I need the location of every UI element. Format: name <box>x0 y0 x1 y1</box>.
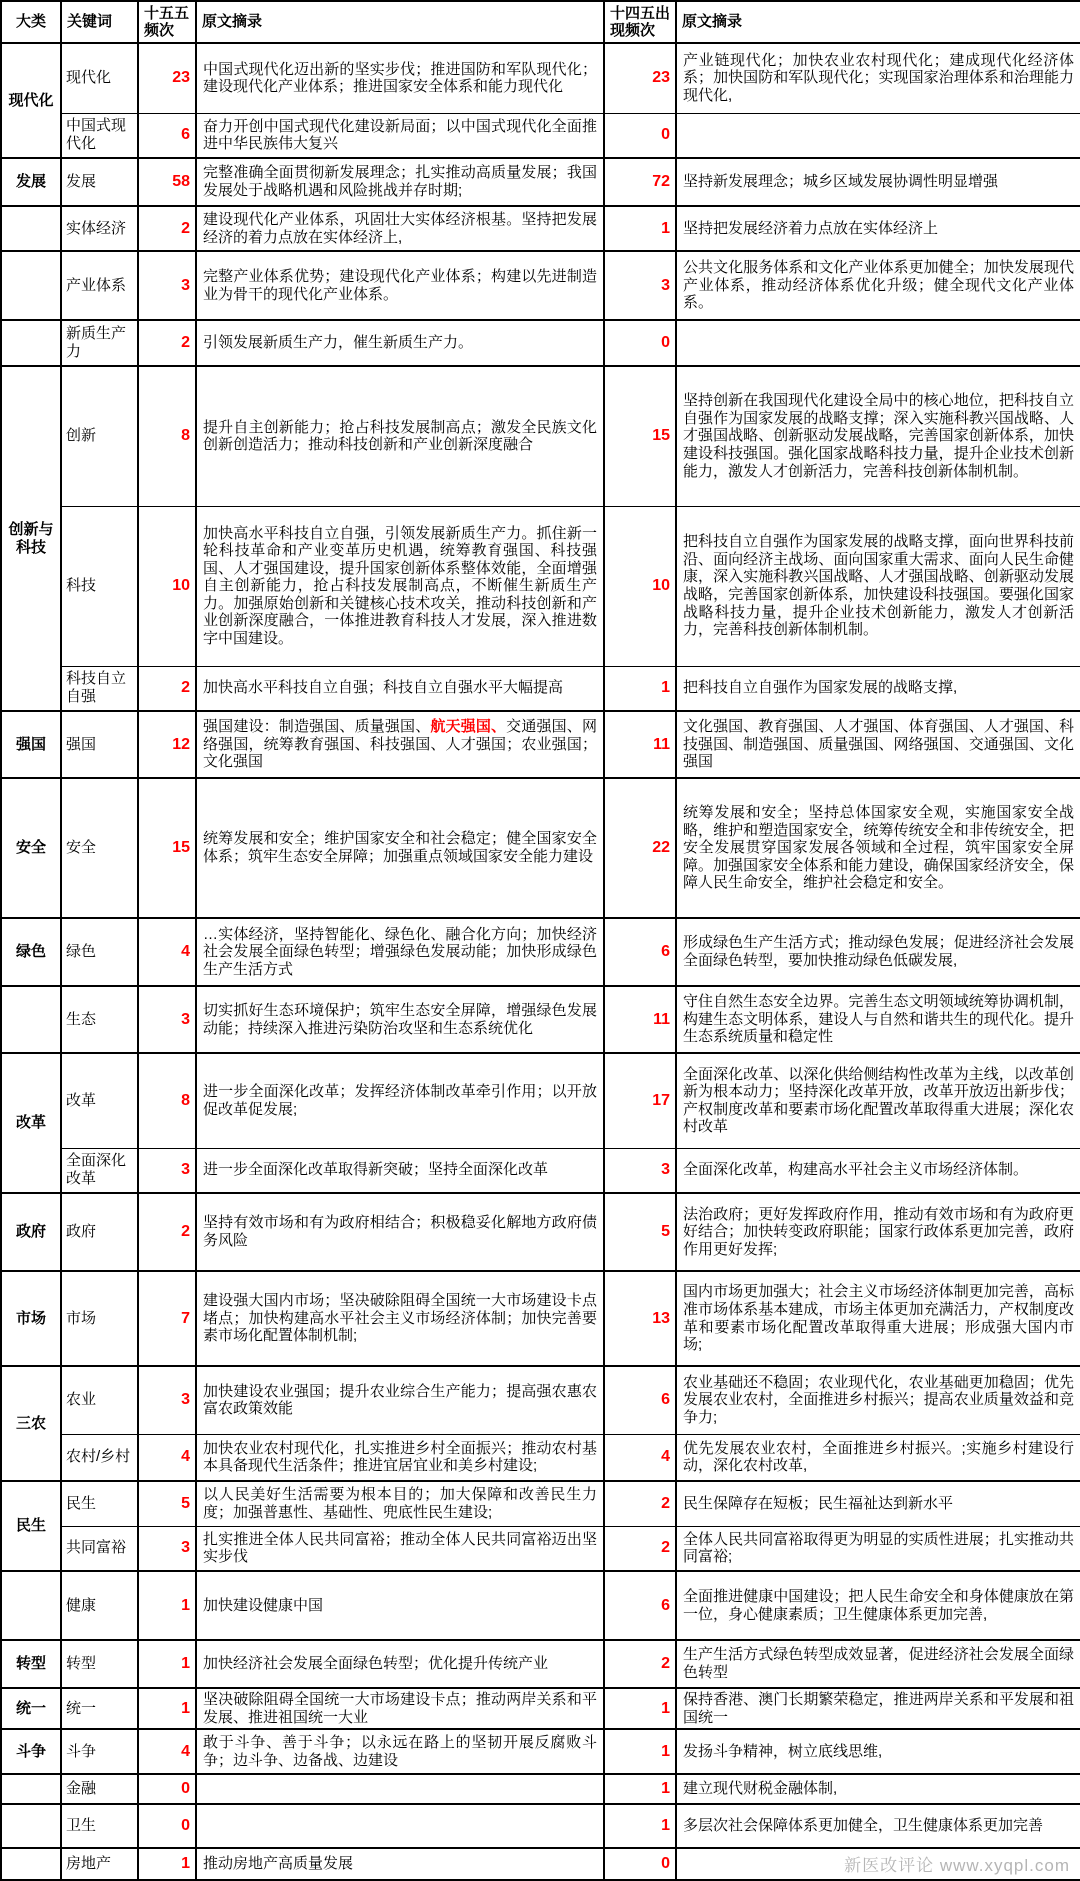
keyword-cell: 转型 <box>61 1640 138 1688</box>
excerpt-15-cell: 加快经济社会发展全面绿色转型；优化提升传统产业 <box>196 1640 604 1688</box>
excerpt-14-cell <box>676 320 1080 366</box>
freq-15-cell: 1 <box>138 1848 196 1880</box>
excerpt-15-cell: 进一步全面深化改革；发挥经济体制改革牵引作用；以开放促改革促发展; <box>196 1053 604 1148</box>
table-row <box>1 1640 1080 1688</box>
table-row <box>1 320 1080 366</box>
freq-14-cell: 1 <box>604 1774 676 1804</box>
freq-14-cell: 72 <box>604 158 676 206</box>
freq-14-cell: 11 <box>604 711 676 778</box>
freq-14-cell: 13 <box>604 1271 676 1366</box>
table-row <box>1 206 1080 251</box>
excerpt-15-cell <box>196 1774 604 1804</box>
category-cell: 统一 <box>1 1688 61 1729</box>
excerpt-15-cell: 加快农业农村现代化，扎实推进乡村全面振兴；推动农村基本具备现代生活条件；推进宜居宜业和美乡村建设; <box>196 1434 604 1481</box>
excerpt-15-cell: 中国式现代化迈出新的坚实步伐；推进国防和军队现代化；建设现代化产业体系；推进国家安全体系和能力现代化 <box>196 43 604 113</box>
freq-14-cell: 1 <box>604 1729 676 1774</box>
freq-15-cell: 2 <box>138 206 196 251</box>
freq-15-cell: 8 <box>138 366 196 506</box>
table-row <box>1 1774 1080 1804</box>
excerpt-14-cell: 多层次社会保障体系更加健全，卫生健康体系更加完善 <box>676 1804 1080 1848</box>
excerpt-14-cell: 坚持创新在我国现代化建设全局中的核心地位，把科技自立自强作为国家发展的战略支撑；深入实施科教兴国战略、人才强国战略、创新驱动发展战略，完善国家创新体系，加快建设科技强国。强化国家战略科技力量，提升企业技术创新能力，激发人才创新活力，完善科技创新体制机制。 <box>676 366 1080 506</box>
freq-15-cell: 0 <box>138 1774 196 1804</box>
category-cell: 创新与科技 <box>1 366 61 711</box>
keyword-cell: 农业 <box>61 1366 138 1434</box>
keyword-cell: 发展 <box>61 158 138 206</box>
freq-15-cell: 3 <box>138 1526 196 1571</box>
excerpt-15-cell: 坚持有效市场和有为政府相结合；积极稳妥化解地方政府债务风险 <box>196 1193 604 1271</box>
excerpt-14-cell: 坚持新发展理念；城乡区域发展协调性明显增强 <box>676 158 1080 206</box>
keyword-cell: 政府 <box>61 1193 138 1271</box>
keyword-cell: 房地产 <box>61 1848 138 1880</box>
keyword-cell: 产业体系 <box>61 251 138 320</box>
table-row <box>1 1804 1080 1848</box>
excerpt-15-cell: 扎实推进全体人民共同富裕；推动全体人民共同富裕迈出坚实步伐 <box>196 1526 604 1571</box>
table-row <box>1 158 1080 206</box>
header-row <box>1 1 1080 43</box>
freq-14-cell: 0 <box>604 320 676 366</box>
keyword-cell: 市场 <box>61 1271 138 1366</box>
excerpt-14-cell: 国内市场更加强大；社会主义市场经济体制更加完善，高标准市场体系基本建成，市场主体更加充满活力，产权制度改革和要素市场化配置改革取得重大进展；形成强大国内市场; <box>676 1271 1080 1366</box>
freq-14-cell: 15 <box>604 366 676 506</box>
freq-15-cell: 2 <box>138 1193 196 1271</box>
excerpt-15-cell <box>196 711 604 778</box>
excerpt-14-cell: 统筹发展和安全；坚持总体国家安全观，实施国家安全战略，维护和塑造国家安全，统筹传统安全和非传统安全，把安全发展贯穿国家发展各领域和全过程，筑牢国家安全屏障。加强国家安全体系和能力建设，确保国家经济安全，保障人民生命安全，维护社会稳定和安全。 <box>676 778 1080 918</box>
table-row <box>1 1848 1080 1880</box>
freq-14-cell: 1 <box>604 1804 676 1848</box>
excerpt-15-cell: 提升自主创新能力；抢占科技发展制高点；激发全民族文化创新创造活力；推动科技创新和产业创新深度融合 <box>196 366 604 506</box>
freq-15-cell: 15 <box>138 778 196 918</box>
excerpt-14-cell: 农业基础还不稳固；农业现代化，农业基础更加稳固；优先发展农业农村，全面推进乡村振兴；提高农业质量效益和竞争力; <box>676 1366 1080 1434</box>
keyword-cell: 强国 <box>61 711 138 778</box>
table-row <box>1 1729 1080 1774</box>
freq-14-cell: 23 <box>604 43 676 113</box>
excerpt-14-cell: 文化强国、教育强国、人才强国、体育强国、人才强国、科技强国、制造强国、质量强国、网络强国、交通强国、文化强国 <box>676 711 1080 778</box>
freq-15-cell: 2 <box>138 666 196 711</box>
freq-14-cell: 4 <box>604 1434 676 1481</box>
freq-14-cell: 6 <box>604 1366 676 1434</box>
freq-15-cell: 7 <box>138 1271 196 1366</box>
keyword-cell: 金融 <box>61 1774 138 1804</box>
freq-14-cell: 17 <box>604 1053 676 1148</box>
freq-14-cell: 1 <box>604 666 676 711</box>
keyword-cell: 生态 <box>61 986 138 1053</box>
excerpt-14-cell: 全面深化改革、以深化供给侧结构性改革为主线，以改革创新为根本动力；坚持深化改革开放，改革开放迈出新步伐；产权制度改革和要素市场化配置改革取得重大进展；深化农村改革 <box>676 1053 1080 1148</box>
category-cell <box>1 1848 61 1880</box>
category-cell: 改革 <box>1 1053 61 1193</box>
excerpt-text: 交通强国、网络强国，统筹教育强国、科技强国、人才强国；农业强国；文化强国 <box>203 718 597 771</box>
excerpt-14-cell: 把科技自立自强作为国家发展的战略支撑, <box>676 666 1080 711</box>
category-cell: 市场 <box>1 1271 61 1366</box>
excerpt-14-cell: 优先发展农业农村，全面推进乡村振兴。;实施乡村建设行动，深化农村改革, <box>676 1434 1080 1481</box>
category-cell: 斗争 <box>1 1729 61 1774</box>
freq-14-cell: 1 <box>604 1688 676 1729</box>
freq-14-cell: 0 <box>604 113 676 158</box>
excerpt-15-cell: 坚决破除阻碍全国统一大市场建设卡点；推动两岸关系和平发展、推进祖国统一大业 <box>196 1688 604 1729</box>
excerpt-15-cell: 引领发展新质生产力，催生新质生产力。 <box>196 320 604 366</box>
excerpt-15-cell: 建设现代化产业体系，巩固壮大实体经济根基。坚持把发展经济的着力点放在实体经济上, <box>196 206 604 251</box>
excerpt-14-cell: 公共文化服务体系和文化产业体系更加健全；加快发展现代产业体系，推动经济体系优化升级；健全现代文化产业体系。 <box>676 251 1080 320</box>
freq-14-cell: 3 <box>604 251 676 320</box>
category-cell: 现代化 <box>1 43 61 158</box>
keyword-cell: 中国式现代化 <box>61 113 138 158</box>
category-cell: 安全 <box>1 778 61 918</box>
freq-14-cell: 11 <box>604 986 676 1053</box>
freq-15-cell: 1 <box>138 1640 196 1688</box>
freq-15-cell: 0 <box>138 1804 196 1848</box>
category-cell: 发展 <box>1 158 61 206</box>
freq-15-cell: 3 <box>138 1366 196 1434</box>
keyword-cell: 现代化 <box>61 43 138 113</box>
header-excerpt-14: 原文摘录 <box>676 1 1080 43</box>
category-cell <box>1 1804 61 1848</box>
table-row <box>1 778 1080 918</box>
category-cell <box>1 206 61 251</box>
table-row <box>1 711 1080 778</box>
excerpt-15-cell: 以人民美好生活需要为根本目的；加大保障和改善民生力度；加强普惠性、基础性、兜底性民生建设; <box>196 1481 604 1526</box>
watermark: 新医改评论 www.xyqpl.com <box>844 1856 1070 1876</box>
excerpt-14-cell: 形成绿色生产生活方式；推动绿色发展；促进经济社会发展全面绿色转型，要加快推动绿色低碳发展, <box>676 918 1080 986</box>
category-cell <box>1 1774 61 1804</box>
excerpt-15-cell: 切实抓好生态环境保护；筑牢生态安全屏障，增强绿色发展动能；持续深入推进污染防治攻坚和生态系统优化 <box>196 986 604 1053</box>
excerpt-14-cell: 产业链现代化；加快农业农村现代化；建成现代化经济体系；加快国防和军队现代化；实现国家治理体系和治理能力现代化, <box>676 43 1080 113</box>
keyword-cell: 斗争 <box>61 1729 138 1774</box>
table-row <box>1 1193 1080 1271</box>
keyword-cell: 民生 <box>61 1481 138 1526</box>
keyword-cell: 科技 <box>61 506 138 666</box>
table-row <box>1 1481 1080 1526</box>
excerpt-14-cell: 法治政府；更好发挥政府作用，推动有效市场和有为政府更好结合；加快转变政府职能；国家行政体系更加完善，政府作用更好发挥; <box>676 1193 1080 1271</box>
freq-15-cell: 58 <box>138 158 196 206</box>
excerpt-15-cell: 进一步全面深化改革取得新突破；坚持全面深化改革 <box>196 1148 604 1193</box>
keyword-cell: 全面深化改革 <box>61 1148 138 1193</box>
freq-15-cell: 5 <box>138 1481 196 1526</box>
freq-14-cell: 0 <box>604 1848 676 1880</box>
freq-15-cell: 23 <box>138 43 196 113</box>
excerpt-14-cell: 全面推进健康中国建设；把人民生命安全和身体健康放在第一位，身心健康素质；卫生健康体系更加完善, <box>676 1571 1080 1640</box>
header-keyword: 关键词 <box>61 1 138 43</box>
excerpt-15-cell: 加快建设健康中国 <box>196 1571 604 1640</box>
excerpt-15-cell: 完整准确全面贯彻新发展理念；扎实推动高质量发展；我国发展处于战略机遇和风险挑战并存时期; <box>196 158 604 206</box>
header-freq-14: 十四五出现频次 <box>604 1 676 43</box>
category-cell <box>1 1571 61 1640</box>
table-row <box>1 666 1080 711</box>
excerpt-15-cell: 加快建设农业强国；提升农业综合生产能力；提高强农惠农富农政策效能 <box>196 1366 604 1434</box>
freq-14-cell: 10 <box>604 506 676 666</box>
table-row <box>1 986 1080 1053</box>
freq-14-cell: 1 <box>604 206 676 251</box>
freq-15-cell: 1 <box>138 1688 196 1729</box>
excerpt-14-cell: 发扬斗争精神，树立底线思维, <box>676 1729 1080 1774</box>
keyword-cell: 改革 <box>61 1053 138 1148</box>
excerpt-14-cell: 保持香港、澳门长期繁荣稳定，推进两岸关系和平发展和祖国统一 <box>676 1688 1080 1729</box>
excerpt-15-cell <box>196 1804 604 1848</box>
freq-14-cell: 6 <box>604 1571 676 1640</box>
category-cell: 三农 <box>1 1366 61 1481</box>
table-row <box>1 1434 1080 1481</box>
keyword-cell: 安全 <box>61 778 138 918</box>
keyword-cell: 实体经济 <box>61 206 138 251</box>
excerpt-14-cell: 坚持把发展经济着力点放在实体经济上 <box>676 206 1080 251</box>
category-cell <box>1 320 61 366</box>
category-cell: 转型 <box>1 1640 61 1688</box>
excerpt-15-cell: 加快高水平科技自立自强；科技自立自强水平大幅提高 <box>196 666 604 711</box>
keyword-cell: 科技自立自强 <box>61 666 138 711</box>
category-cell <box>1 251 61 320</box>
excerpt-text: 强国建设：制造强国、质量强国、 <box>203 718 431 736</box>
keyword-cell: 卫生 <box>61 1804 138 1848</box>
highlighted-keyword: 航天强国、 <box>430 718 507 736</box>
excerpt-14-cell <box>676 113 1080 158</box>
keyword-cell: 共同富裕 <box>61 1526 138 1571</box>
freq-15-cell: 4 <box>138 918 196 986</box>
excerpt-14-cell: 全面深化改革，构建高水平社会主义市场经济体制。 <box>676 1148 1080 1193</box>
category-cell: 政府 <box>1 1193 61 1271</box>
keyword-cell: 统一 <box>61 1688 138 1729</box>
freq-14-cell: 6 <box>604 918 676 986</box>
table-row <box>1 43 1080 113</box>
table-row <box>1 1053 1080 1148</box>
table-row <box>1 113 1080 158</box>
table-row <box>1 366 1080 506</box>
header-excerpt-15: 原文摘录 <box>196 1 604 43</box>
category-cell <box>1 986 61 1053</box>
keyword-cell: 新质生产力 <box>61 320 138 366</box>
table-row <box>1 506 1080 666</box>
excerpt-14-cell: 守住自然生态安全边界。完善生态文明领域统筹协调机制，构建生态文明体系，建设人与自然和谐共生的现代化。提升生态系统质量和稳定性 <box>676 986 1080 1053</box>
excerpt-15-cell: 奋力开创中国式现代化建设新局面；以中国式现代化全面推进中华民族伟大复兴 <box>196 113 604 158</box>
excerpt-15-cell: 建设强大国内市场；坚决破除阻碍全国统一大市场建设卡点堵点；加快构建高水平社会主义市场经济体制；加快完善要素市场化配置体制机制; <box>196 1271 604 1366</box>
category-cell: 绿色 <box>1 918 61 986</box>
freq-14-cell: 2 <box>604 1526 676 1571</box>
freq-15-cell: 2 <box>138 320 196 366</box>
freq-15-cell: 4 <box>138 1729 196 1774</box>
excerpt-15-cell: 加快高水平科技自立自强，引领发展新质生产力。抓住新一轮科技革命和产业变革历史机遇，统筹教育强国、科技强国、人才强国建设，提升国家创新体系整体效能，全面增强自主创新能力，抢占科技发展制高点，不断催生新质生产力。加强原始创新和关键核心技术攻关，推动科技创新和产业创新深度融合，一体推进教育科技人才发展，深入推进数字中国建设。 <box>196 506 604 666</box>
excerpt-14-cell: 民生保障存在短板；民生福祉达到新水平 <box>676 1481 1080 1526</box>
excerpt-14-cell: 建立现代财税金融体制, <box>676 1774 1080 1804</box>
keyword-cell: 健康 <box>61 1571 138 1640</box>
table-row <box>1 1526 1080 1571</box>
table-row <box>1 1366 1080 1434</box>
excerpt-15-cell: 推动房地产高质量发展 <box>196 1848 604 1880</box>
keyword-cell: 农村/乡村 <box>61 1434 138 1481</box>
freq-15-cell: 12 <box>138 711 196 778</box>
table-row <box>1 251 1080 320</box>
freq-14-cell: 2 <box>604 1481 676 1526</box>
header-freq-15: 十五五频次 <box>138 1 196 43</box>
excerpt-14-cell: 生产生活方式绿色转型成效显著，促进经济社会发展全面绿色转型 <box>676 1640 1080 1688</box>
excerpt-14-cell: 全体人民共同富裕取得更为明显的实质性进展；扎实推动共同富裕; <box>676 1526 1080 1571</box>
table-row <box>1 918 1080 986</box>
excerpt-15-cell: …实体经济，坚持智能化、绿色化、融合化方向；加快经济社会发展全面绿色转型；增强绿色发展动能；加快形成绿色生产生活方式 <box>196 918 604 986</box>
freq-15-cell: 3 <box>138 1148 196 1193</box>
freq-15-cell: 4 <box>138 1434 196 1481</box>
header-category: 大类 <box>1 1 61 43</box>
freq-15-cell: 6 <box>138 113 196 158</box>
table-row <box>1 1571 1080 1640</box>
keyword-cell: 创新 <box>61 366 138 506</box>
freq-15-cell: 3 <box>138 986 196 1053</box>
excerpt-15-cell: 敢于斗争、善于斗争；以永远在路上的坚韧开展反腐败斗争；边斗争、边备战、边建设 <box>196 1729 604 1774</box>
table-row <box>1 1148 1080 1193</box>
keyword-cell: 绿色 <box>61 918 138 986</box>
freq-15-cell: 3 <box>138 251 196 320</box>
category-cell: 强国 <box>1 711 61 778</box>
freq-14-cell: 3 <box>604 1148 676 1193</box>
freq-14-cell: 2 <box>604 1640 676 1688</box>
excerpt-14-cell: 把科技自立自强作为国家发展的战略支撑，面向世界科技前沿、面向经济主战场、面向国家重大需求、面向人民生命健康，深入实施科教兴国战略、人才强国战略、创新驱动发展战略，完善国家创新体系，加快建设科技强国。要强化国家战略科技力量，提升企业技术创新能力，激发人才创新活力，完善科技创新体制机制。 <box>676 506 1080 666</box>
freq-14-cell: 22 <box>604 778 676 918</box>
table-row <box>1 1688 1080 1729</box>
excerpt-15-cell: 完整产业体系优势；建设现代化产业体系；构建以先进制造业为骨干的现代化产业体系。 <box>196 251 604 320</box>
freq-15-cell: 1 <box>138 1571 196 1640</box>
excerpt-14-cell <box>676 1848 1080 1880</box>
table-row <box>1 1271 1080 1366</box>
freq-15-cell: 8 <box>138 1053 196 1148</box>
freq-14-cell: 5 <box>604 1193 676 1271</box>
freq-15-cell: 10 <box>138 506 196 666</box>
excerpt-15-cell: 统筹发展和安全；维护国家安全和社会稳定；健全国家安全体系；筑牢生态安全屏障；加强重点领域国家安全能力建设 <box>196 778 604 918</box>
category-cell: 民生 <box>1 1481 61 1571</box>
